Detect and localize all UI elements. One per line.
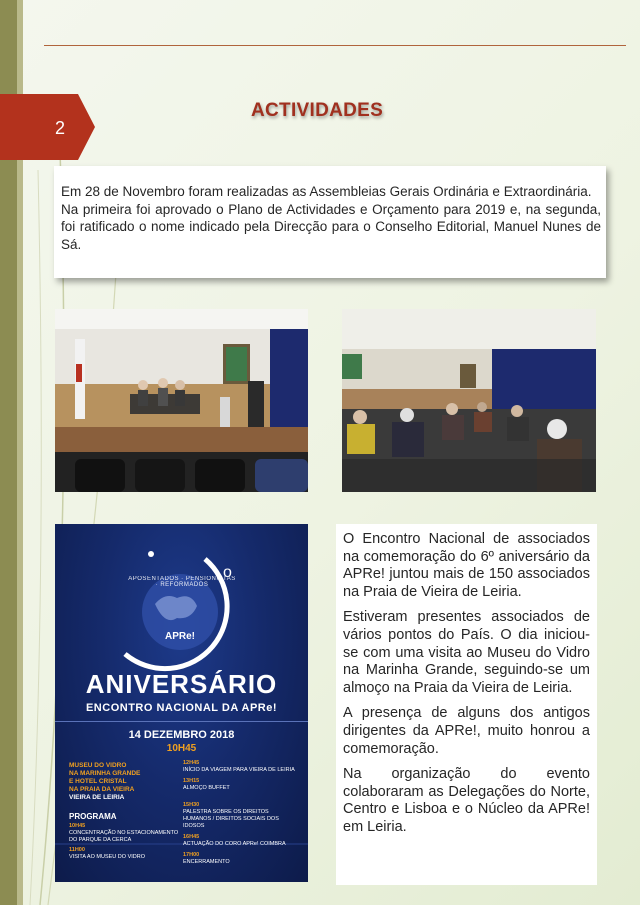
schedule-time: 17H00 bbox=[183, 852, 200, 858]
meeting-audience-photo bbox=[342, 309, 596, 492]
intro-paragraph-1: Em 28 de Novembro foram realizadas as Assembleias Gerais Ordinária e Extraordinária. bbox=[61, 184, 592, 199]
intro-text bbox=[61, 183, 601, 253]
schedule-text: ENCERRAMENTO bbox=[183, 859, 230, 865]
poster-subtitle: ENCONTRO NACIONAL DA APRe! bbox=[85, 702, 278, 714]
article-paragraph-1: O Encontro Nacional de associados na comemoração do 6º aniversário da APRe! juntou mais de 150 associados na Praia de Vieira de Leiria. bbox=[343, 531, 590, 600]
schedule-time: 10H45 bbox=[69, 823, 86, 829]
schedule-text: VISITA AO MUSEU DO VIDRO bbox=[69, 854, 145, 860]
page-number-tab bbox=[0, 94, 95, 160]
poster-left-line: NA MARINHA GRANDE bbox=[69, 770, 141, 777]
poster-logo: APRe! bbox=[165, 631, 196, 642]
page-number: 2 bbox=[55, 118, 66, 138]
schedule-text: PALESTRA SOBRE OS DIREITOS HUMANOS / DIREITOS SOCIAIS DOS IDOSOS bbox=[183, 809, 279, 829]
article-text bbox=[343, 531, 590, 845]
article-paragraph-4: Na organização do evento colaboraram as Delegações do Norte, Centro e Lisboa e o Núcleo da APRe! em Leiria. bbox=[343, 766, 590, 835]
schedule-time: 16H45 bbox=[183, 834, 200, 840]
schedule-text: ACTUAÇÃO DO CORO APRe! COIMBRA bbox=[183, 841, 286, 847]
intro-box bbox=[54, 166, 606, 278]
poster-left-line: VIEIRA DE LEIRIA bbox=[69, 794, 125, 801]
article-paragraph-3: A presença de alguns dos antigos dirigentes da APRe!, muito honrou a comemoração. bbox=[343, 705, 590, 757]
poster-left-block bbox=[69, 762, 174, 802]
poster-left-line: MUSEU DO VIDRO bbox=[69, 762, 127, 769]
schedule-time: 15H30 bbox=[183, 802, 200, 808]
poster-title: ANIVERSÁRIO bbox=[85, 669, 278, 699]
poster-divider bbox=[55, 721, 308, 722]
meeting-stage-photo bbox=[55, 309, 308, 492]
intro-paragraph-2: Na primeira foi aprovado o Plano de Actividades e Orçamento para 2019 e, na segunda, foi ratificado o nome indicado pela Direcção para o Conselho Editorial, Manuel Nunes de Sá. bbox=[61, 201, 601, 252]
poster-left-line: NA PRAIA DA VIEIRA bbox=[69, 786, 135, 793]
poster-right-schedule bbox=[183, 760, 298, 866]
schedule-text: ALMOÇO BUFFET bbox=[183, 785, 230, 791]
schedule-text: CONCENTRAÇÃO NO ESTACIONAMENTO DO PARQUE DA CERCA bbox=[69, 830, 179, 843]
schedule-time: 11H00 bbox=[69, 847, 85, 853]
schedule-time: 12H45 bbox=[183, 760, 200, 766]
article-box bbox=[336, 524, 597, 885]
poster-numeral: o bbox=[223, 564, 232, 581]
page-title: ACTIVIDADES bbox=[251, 100, 384, 121]
poster-time: 10H45 bbox=[166, 743, 197, 754]
poster-programa-label: PROGRAMA bbox=[69, 812, 117, 821]
poster-left-schedule bbox=[69, 823, 179, 861]
article-paragraph-2: Estiveram presentes associados de vários pontos do País. O dia iniciou-se com uma visita ao Museu do Vidro na Marinha Grande, seguindo-se um almoço na Praia da Vieira de Leiria. bbox=[343, 609, 590, 696]
poster-date: 14 DEZEMBRO 2018 bbox=[128, 729, 235, 741]
top-rule bbox=[44, 45, 626, 46]
poster-ring-words: APOSENTADOS · PENSIONISTAS · REFORMADOS bbox=[128, 576, 236, 588]
anniversary-poster bbox=[55, 524, 308, 882]
schedule-time: 13H15 bbox=[183, 778, 200, 784]
schedule-text: INÍCIO DA VIAGEM PARA VIEIRA DE LEIRIA bbox=[183, 767, 295, 773]
poster-left-line: E HOTEL CRISTAL bbox=[69, 778, 127, 785]
